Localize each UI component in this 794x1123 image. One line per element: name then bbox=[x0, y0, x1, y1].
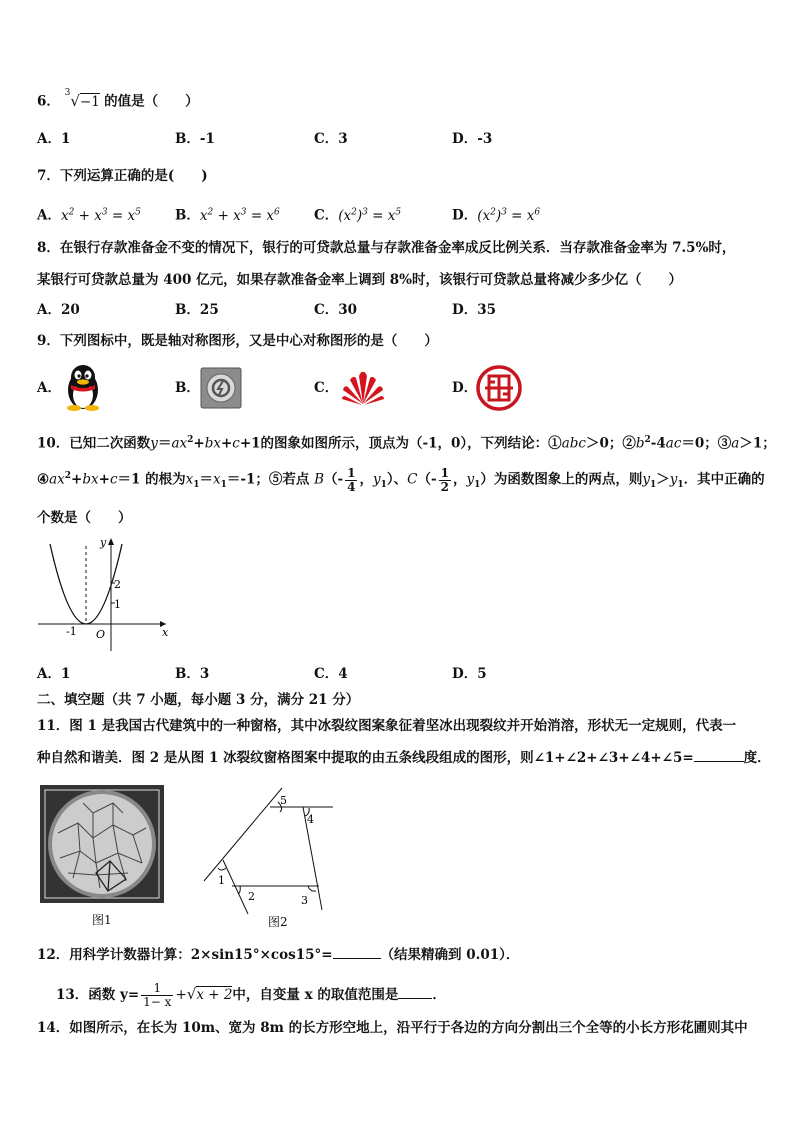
question-8-line1: 8．在银行存款准备金不变的情况下，银行的可贷款总量与存款准备金率成反比例关系．当存款准备金率为 7.5%时， bbox=[37, 240, 736, 256]
q7-option-a[interactable]: A．$x^2 + x^3 = x^5$ bbox=[37, 207, 141, 224]
q10-option-a[interactable]: A．1 bbox=[37, 666, 71, 682]
q10-option-b[interactable]: B．3 bbox=[175, 666, 210, 682]
q9-option-c[interactable]: C． bbox=[314, 380, 339, 396]
question-10-line2: $④ax^2+bx+c=1$ 的根为$x_1=x_1=-1$；⑤若点 B（- $\frac{1}{4}$ ，$y_1$）、C（- $\frac{1}{2}$ ，$y_1$）为函数图象上的两点，则$y_1>y_1$．其中正确的 bbox=[37, 465, 765, 494]
q7-option-d[interactable]: D．$(x^2)^3 = x^6$ bbox=[452, 207, 541, 224]
q9-option-a[interactable]: A． bbox=[37, 380, 61, 396]
q8-option-d[interactable]: D．35 bbox=[452, 302, 497, 318]
question-12: 12．用科学计数器计算：2×sin15°×cos15°= （结果精确到 0.01）． bbox=[37, 947, 520, 963]
penguin-icon bbox=[62, 362, 104, 412]
question-13: 13．函数 y= $\frac{1}{1- x}$ +√x + 2中，自变量 x 的取值范围是 ． bbox=[56, 981, 446, 1009]
question-9: 9．下列图标中，既是轴对称图形，又是中心对称图形的是（ ） bbox=[37, 333, 438, 349]
q10-option-c[interactable]: C．4 bbox=[314, 666, 348, 682]
q10-option-d[interactable]: D．5 bbox=[452, 666, 487, 682]
svg-text:1: 1 bbox=[114, 598, 121, 611]
svg-text:x: x bbox=[162, 626, 169, 639]
question-7: 7．下列运算正确的是( ) bbox=[37, 168, 208, 184]
power-button-icon bbox=[200, 367, 242, 409]
svg-text:-1: -1 bbox=[66, 625, 77, 638]
q8-option-a[interactable]: A．20 bbox=[37, 302, 80, 318]
q6-option-a[interactable]: A．1 bbox=[37, 131, 71, 147]
icbc-logo-icon bbox=[476, 365, 522, 411]
svg-text:3: 3 bbox=[301, 894, 308, 907]
question-11-line2: 种自然和谐美．图 2 是从图 1 冰裂纹窗格图案中提取的由五条线段组成的图形，则∠1+∠2+∠3+∠4+∠5= 度． bbox=[37, 750, 771, 766]
question-10-line1: 10．已知二次函数$y=ax^2+bx+c+1$的图象如图所示，顶点为（-1，0），下列结论：①abc＞0；$②b^2-4ac=0$；③a＞1； bbox=[37, 435, 776, 452]
q6-option-d[interactable]: D．-3 bbox=[452, 131, 493, 147]
q6-option-b[interactable]: B．-1 bbox=[175, 131, 215, 147]
q7-option-b[interactable]: B．$x^2 + x^3 = x^6$ bbox=[175, 207, 280, 224]
section-title: 二、填空题（共 7 小题，每小题 3 分，满分 21 分） bbox=[37, 692, 360, 708]
question-10-line3: 个数是（ ） bbox=[37, 510, 132, 526]
q9-option-b[interactable]: B． bbox=[175, 380, 200, 396]
ice-crack-window-figure bbox=[38, 783, 168, 908]
q8-option-b[interactable]: B．25 bbox=[175, 302, 219, 318]
q6-option-c[interactable]: C．3 bbox=[314, 131, 348, 147]
figure-1-caption: 图1 bbox=[92, 913, 112, 927]
q7-option-c[interactable]: C．$(x^2)^3 = x^5$ bbox=[314, 207, 402, 224]
question-14: 14．如图所示，在长为 10m、宽为 8m 的长方形空地上，沿平行于各边的方向分割出三个全等的小长方形花圃则其中 bbox=[37, 1020, 748, 1036]
svg-text:O: O bbox=[96, 628, 106, 641]
five-segment-figure bbox=[200, 788, 340, 913]
q9-option-d[interactable]: D． bbox=[452, 380, 478, 396]
svg-text:2: 2 bbox=[114, 578, 121, 591]
huawei-logo-icon bbox=[340, 370, 386, 406]
cube-root: $^3$√−1 bbox=[64, 88, 100, 110]
svg-text:2: 2 bbox=[248, 890, 255, 903]
svg-text:y: y bbox=[100, 536, 107, 549]
question-6: 6． $^3$√−1 的值是（ ） bbox=[37, 88, 199, 110]
svg-text:4: 4 bbox=[307, 813, 314, 826]
figure-2-caption: 图2 bbox=[268, 915, 288, 929]
svg-text:1: 1 bbox=[218, 874, 225, 887]
question-11-line1: 11．图 1 是我国古代建筑中的一种窗格，其中冰裂纹图案象征着坚冰出现裂纹并开始消溶，形状无一定规则，代表一 bbox=[37, 718, 737, 734]
svg-text:5: 5 bbox=[280, 794, 287, 807]
parabola-graph bbox=[36, 536, 176, 656]
question-8-line2: 某银行可贷款总量为 400 亿元，如果存款准备金率上调到 8%时，该银行可贷款总量将减少多少亿（ ） bbox=[37, 272, 682, 288]
q8-option-c[interactable]: C．30 bbox=[314, 302, 358, 318]
